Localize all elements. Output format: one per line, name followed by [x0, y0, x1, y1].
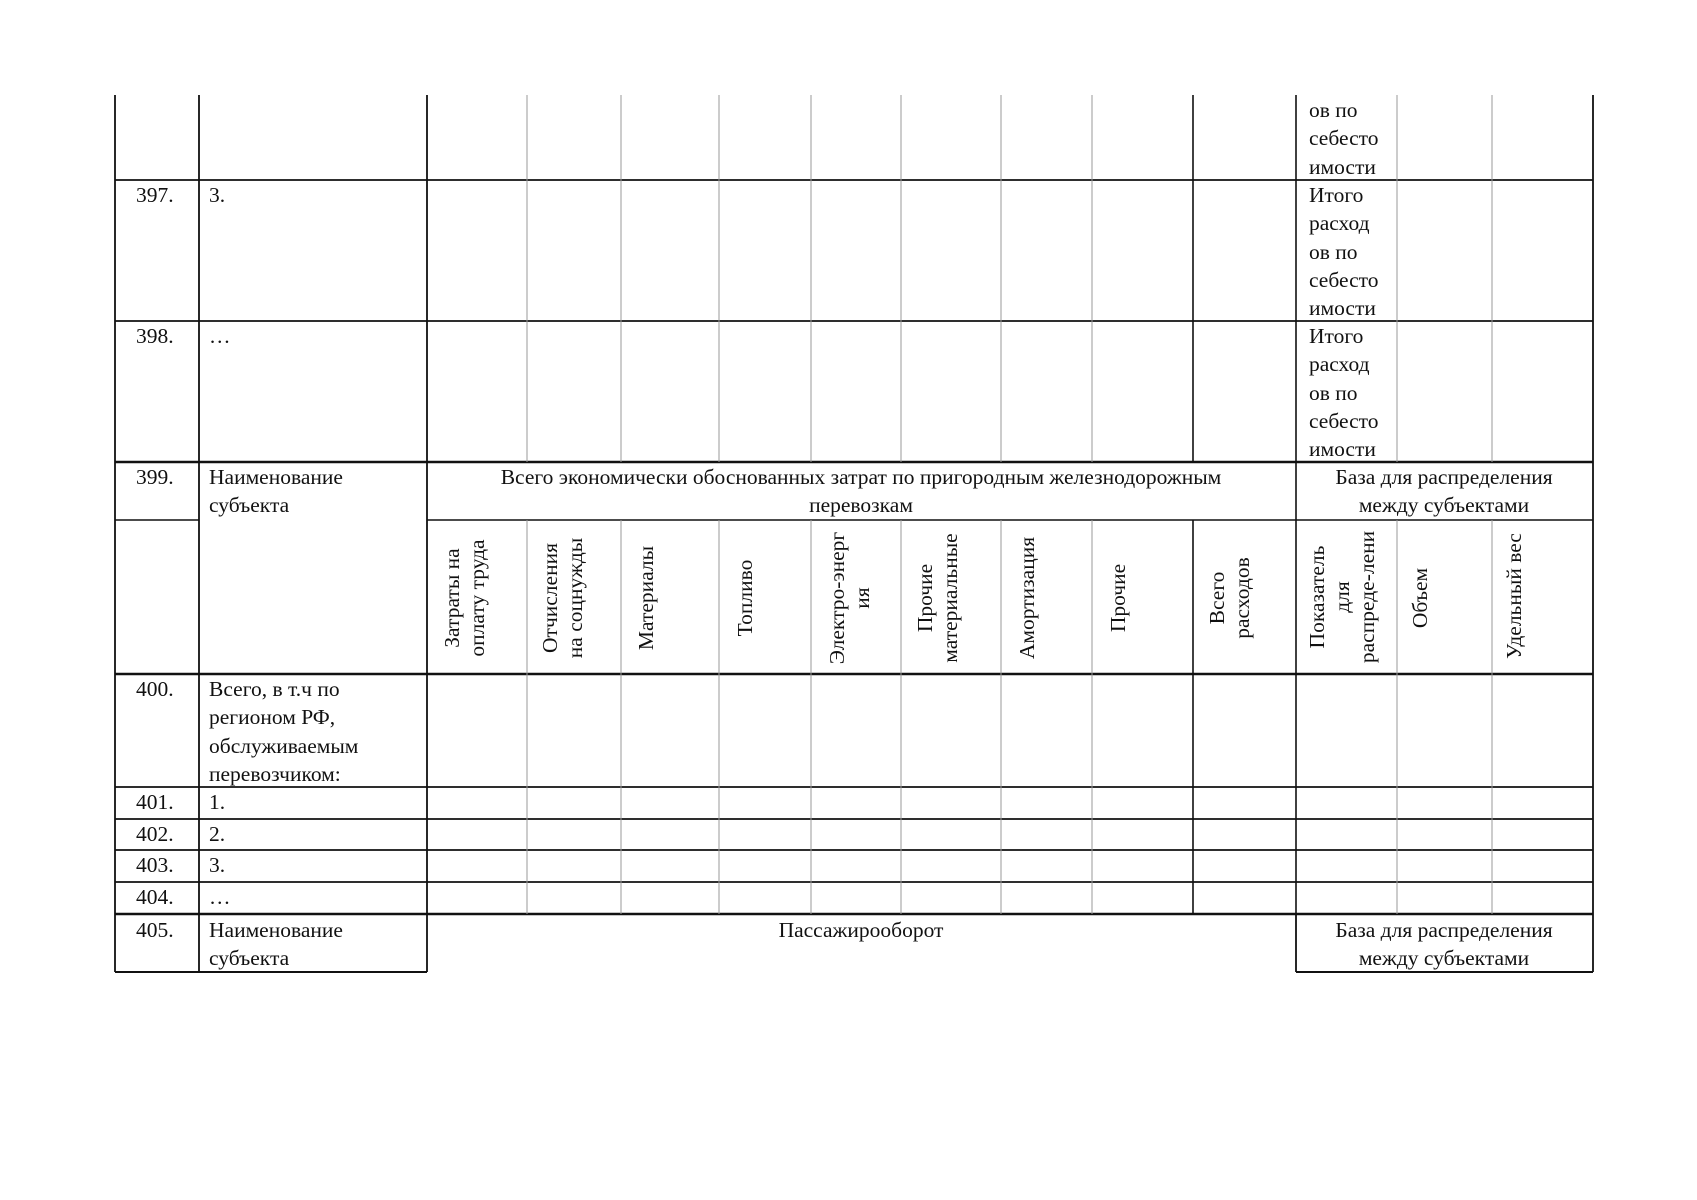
- footer-group-turnover: Пассажирооборот: [778, 918, 944, 942]
- row-total-note: Итого расход ов по себесто имости: [1309, 183, 1379, 321]
- header-group-base: База для распределения между субъектами: [1335, 465, 1553, 518]
- footer-subject-name: Наименование субъекта: [209, 918, 343, 971]
- row-number: 401.: [136, 790, 174, 814]
- row-number: 402.: [136, 822, 174, 846]
- footer-group-base: База для распределения между субъектами: [1335, 918, 1553, 971]
- row-name: 3.: [209, 853, 226, 877]
- footer-row-number: 405.: [136, 918, 174, 942]
- document-page: ов по себесто имости 397. 3. Итого расход ов по себесто имости 398. … Итого расход ов по себесто имости 399. Наименование субъекта Всего экономически обоснованных затрат по пригородным железнодорожным перевозкам База для распределения между субъектами Затраты на оплату труда Отчисления на соцнужды Материалы Топливо Электро-энерг ия Прочие материальные Амортизация Прочие Всего расходов Показатель для распреде-лени Объем Удельный вес 400. Всего, в т.ч по регионом РФ, обслуживаемым перевозчиком: 401. 1. 402. 2. 403. 3. 404. … 405. Наименование субъекта Пассажирооборот База для распределения между субъектами: [0, 0, 1697, 1200]
- row-name: 1.: [209, 790, 226, 814]
- row-name: 3.: [209, 183, 226, 207]
- continuation-note: ов по себесто имости: [1309, 98, 1379, 179]
- row-number: 400.: [136, 677, 174, 701]
- row-name: …: [209, 885, 231, 909]
- row-number: 403.: [136, 853, 174, 877]
- header-row-number: 399.: [136, 465, 174, 489]
- header-subject-name: Наименование субъекта: [209, 465, 343, 518]
- header-group-costs: Всего экономически обоснованных затрат по пригородным железнодорожным перевозкам: [500, 465, 1222, 518]
- row-name: 2.: [209, 822, 226, 846]
- row-number: 398.: [136, 324, 174, 348]
- row-total-note: Итого расход ов по себесто имости: [1309, 324, 1379, 462]
- row-name: …: [209, 324, 231, 348]
- row-number: 404.: [136, 885, 174, 909]
- row-name: Всего, в т.ч по регионом РФ, обслуживаемым перевозчиком:: [209, 677, 359, 786]
- row-number: 397.: [136, 183, 174, 207]
